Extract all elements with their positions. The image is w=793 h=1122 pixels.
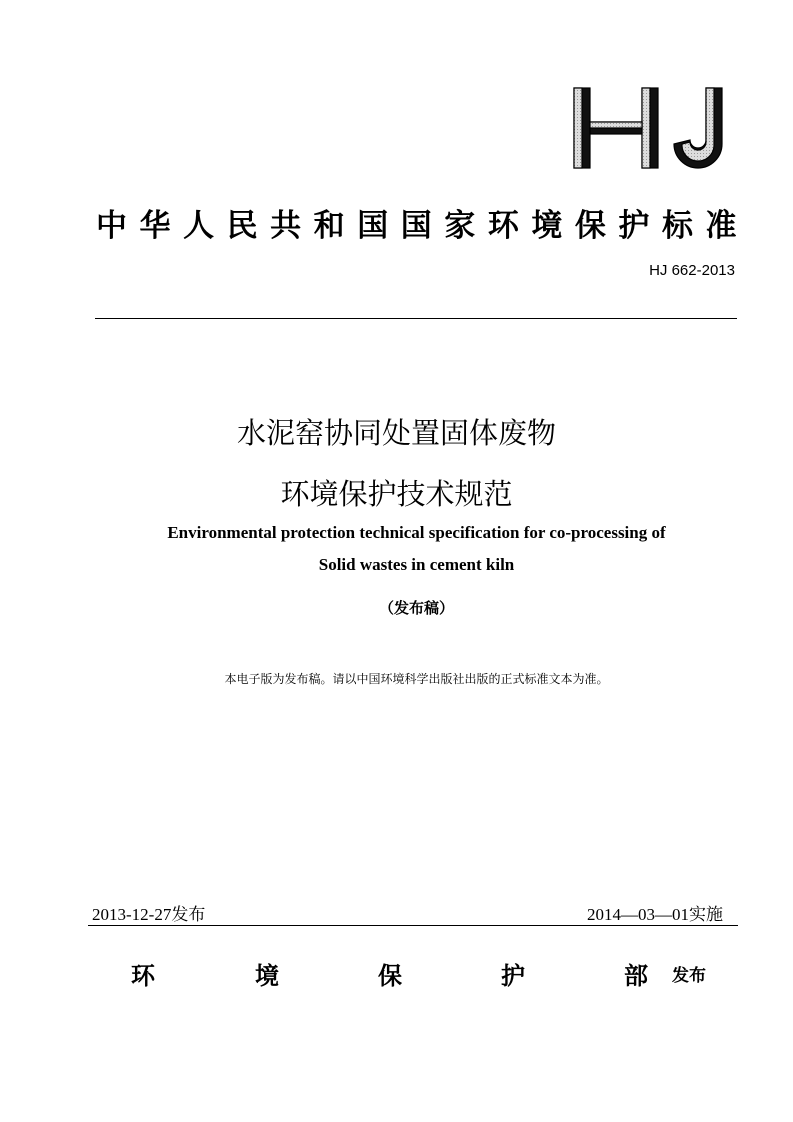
english-title-line-1: Environmental protection technical specification for co-processing of xyxy=(167,523,666,542)
title-line-2: 环境保护技术规范 xyxy=(280,477,513,511)
org-char: 境 xyxy=(255,962,279,990)
org-char: 护 xyxy=(501,962,525,990)
hj-logo xyxy=(568,84,733,178)
implementation-date: 2014—03—01实施 xyxy=(587,905,723,924)
org-char: 保 xyxy=(378,962,402,990)
title-line-1: 水泥窑协同处置固体废物 xyxy=(236,416,556,450)
issue-date: 2013-12-27发布 xyxy=(92,905,206,924)
org-char: 部 xyxy=(624,962,648,990)
org-char: 环 xyxy=(131,962,155,990)
publish-label: 发布 xyxy=(672,966,706,986)
standard-category-title: 中华人民共和国国家环境保护标准 xyxy=(96,208,738,244)
draft-label: （发布稿） xyxy=(378,599,454,617)
english-title-line-2: Solid wastes in cement kiln xyxy=(318,555,515,574)
standard-code: HJ 662-2013 xyxy=(649,262,735,279)
edition-note: 本电子版为发布稿。请以中国环境科学出版社出版的正式标准文本为准。 xyxy=(224,672,609,686)
header-divider xyxy=(95,318,737,319)
footer-divider xyxy=(88,925,738,926)
